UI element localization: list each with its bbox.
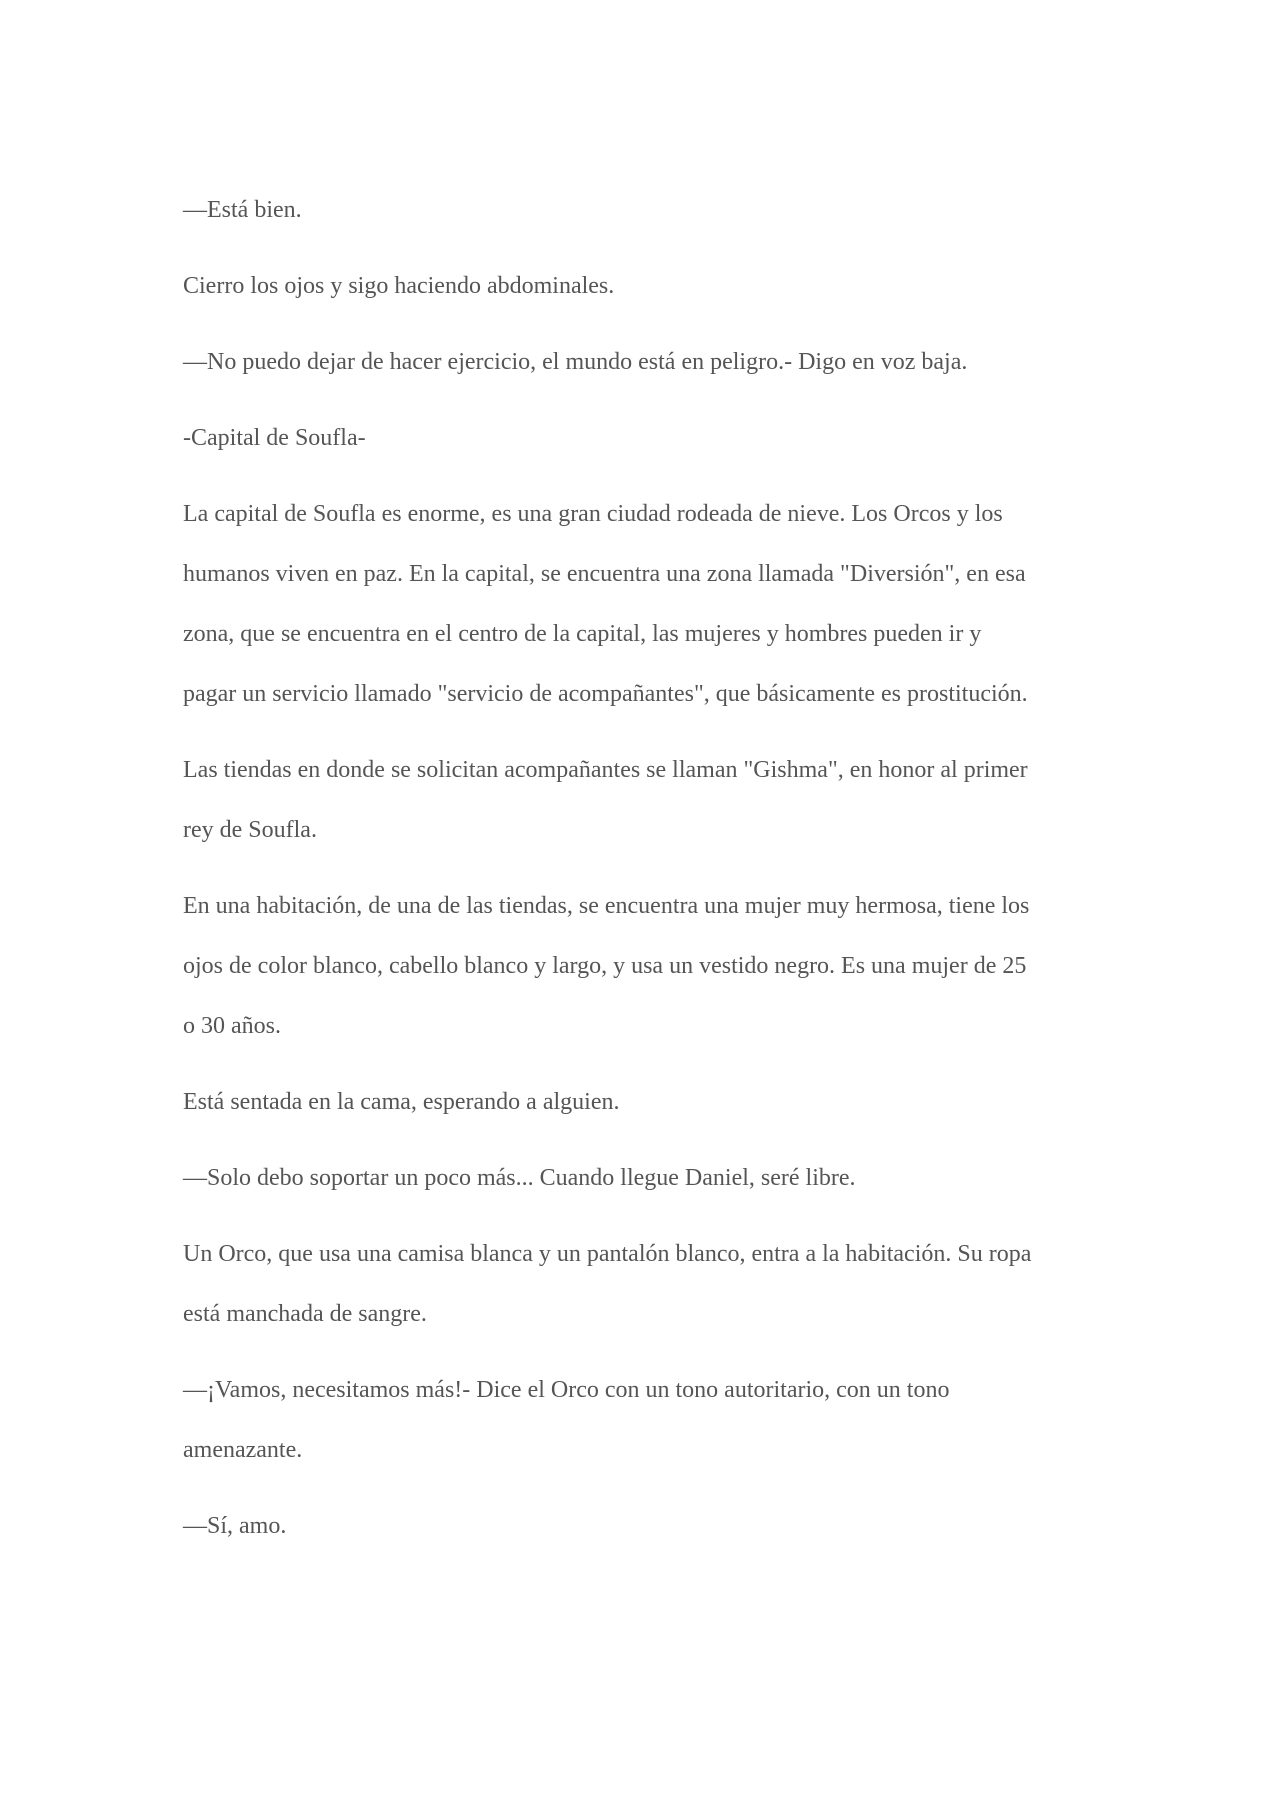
paragraph — [183, 1072, 1113, 1132]
text-line: Está sentada en la cama, esperando a alguien. — [183, 1089, 620, 1115]
text-line: humanos viven en paz. En la capital, se encuentra una zona llamada "Diversión", en esa — [183, 561, 1026, 587]
text-line: La capital de Soufla es enorme, es una gran ciudad rodeada de nieve. Los Orcos y los — [183, 501, 1003, 527]
text-line: ojos de color blanco, cabello blanco y largo, y usa un vestido negro. Es una mujer de 25 — [183, 953, 1027, 979]
paragraph — [183, 332, 1113, 392]
paragraph — [183, 876, 1113, 1056]
text-line: —Solo debo soportar un poco más... Cuando llegue Daniel, seré libre. — [183, 1165, 856, 1191]
text-line: Un Orco, que usa una camisa blanca y un pantalón blanco, entra a la habitación. Su ropa — [183, 1241, 1032, 1267]
document-body — [183, 180, 1113, 1572]
text-line: amenazante. — [183, 1437, 303, 1463]
text-line: Cierro los ojos y sigo haciendo abdominales. — [183, 273, 615, 299]
paragraph — [183, 256, 1113, 316]
paragraph — [183, 180, 1113, 240]
paragraph — [183, 484, 1113, 724]
paragraph — [183, 1148, 1113, 1208]
text-line: zona, que se encuentra en el centro de la capital, las mujeres y hombres pueden ir y — [183, 621, 982, 647]
paragraph — [183, 740, 1113, 860]
text-line: rey de Soufla. — [183, 817, 317, 843]
text-line: pagar un servicio llamado "servicio de acompañantes", que básicamente es prostitución. — [183, 681, 1028, 707]
text-line: o 30 años. — [183, 1013, 281, 1039]
paragraph — [183, 408, 1113, 468]
text-line: En una habitación, de una de las tiendas, se encuentra una mujer muy hermosa, tiene los — [183, 893, 1030, 919]
text-line: —No puedo dejar de hacer ejercicio, el mundo está en peligro.- Digo en voz baja. — [183, 349, 968, 375]
text-line: —¡Vamos, necesitamos más!- Dice el Orco con un tono autoritario, con un tono — [183, 1377, 950, 1403]
text-line: —Está bien. — [183, 197, 302, 223]
text-line: está manchada de sangre. — [183, 1301, 427, 1327]
text-line: Las tiendas en donde se solicitan acompañantes se llaman "Gishma", en honor al primer — [183, 757, 1028, 783]
text-line: -Capital de Soufla- — [183, 425, 366, 451]
paragraph — [183, 1224, 1113, 1344]
paragraph — [183, 1496, 1113, 1556]
text-line: —Sí, amo. — [183, 1513, 287, 1539]
paragraph — [183, 1360, 1113, 1480]
